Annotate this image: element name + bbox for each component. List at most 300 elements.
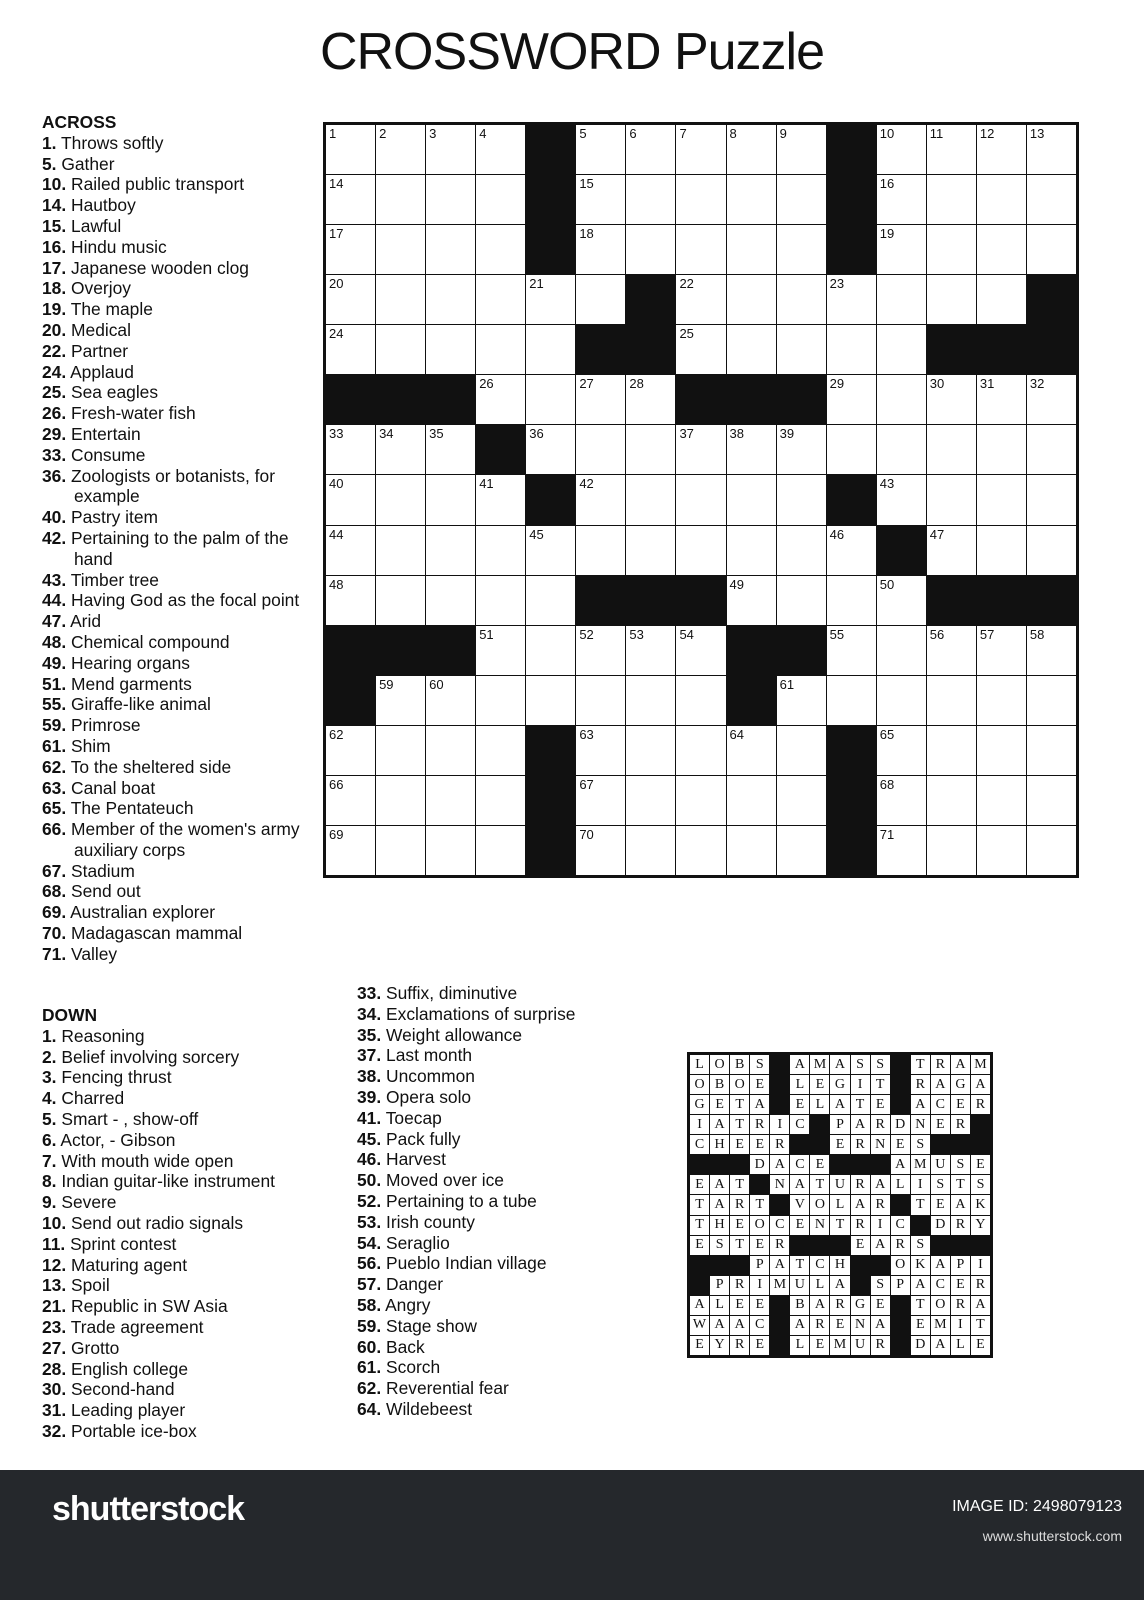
grid-cell[interactable] <box>877 275 926 324</box>
cell-number: 33 <box>329 426 344 442</box>
cell-number: 7 <box>679 126 687 141</box>
solution-letter: E <box>891 1135 910 1154</box>
grid-cell[interactable] <box>376 676 425 725</box>
black-square <box>576 325 625 374</box>
clue <box>357 1149 597 1170</box>
grid-cell[interactable] <box>727 175 776 224</box>
clue-number: 49. <box>42 652 67 673</box>
grid-cell[interactable] <box>927 275 976 324</box>
grid-cell[interactable] <box>877 726 926 775</box>
grid-cell[interactable] <box>426 726 475 775</box>
solution-letter: A <box>690 1296 709 1315</box>
grid-cell[interactable] <box>476 125 525 174</box>
solution-black-square <box>690 1256 709 1275</box>
grid-cell[interactable] <box>827 626 876 675</box>
grid-cell[interactable] <box>927 526 976 575</box>
solution-letter: H <box>830 1256 849 1275</box>
grid-cell[interactable] <box>376 225 425 274</box>
solution-letter: T <box>911 1296 930 1315</box>
solution-letter: A <box>911 1276 930 1295</box>
black-square <box>827 726 876 775</box>
clue-number: 59. <box>357 1315 382 1336</box>
grid-cell[interactable] <box>927 676 976 725</box>
clue-text: Angry <box>385 1294 431 1315</box>
grid-cell[interactable] <box>977 726 1026 775</box>
grid-cell[interactable] <box>927 626 976 675</box>
grid-cell[interactable] <box>977 125 1026 174</box>
solution-black-square <box>911 1216 930 1235</box>
clue-number: 34. <box>357 1003 382 1024</box>
grid-cell[interactable] <box>326 325 375 374</box>
grid-cell[interactable] <box>877 325 926 374</box>
grid-cell[interactable] <box>927 726 976 775</box>
grid-cell[interactable] <box>1027 475 1076 524</box>
grid-cell[interactable] <box>927 826 976 875</box>
grid-cell[interactable] <box>376 726 425 775</box>
clue-number: 52. <box>357 1190 382 1211</box>
grid-cell[interactable] <box>426 125 475 174</box>
grid-cell[interactable] <box>977 676 1026 725</box>
solution-letter: L <box>690 1055 709 1074</box>
cell-number: 47 <box>929 526 945 542</box>
grid-cell[interactable] <box>476 375 525 424</box>
grid-cell[interactable] <box>1027 626 1076 675</box>
solution-letter: E <box>810 1155 829 1174</box>
solution-letter: E <box>810 1075 829 1094</box>
grid-cell[interactable] <box>727 325 776 374</box>
clue-text: Canal boat <box>71 777 156 798</box>
grid-cell[interactable] <box>576 676 625 725</box>
solution-letter: C <box>690 1135 709 1154</box>
grid-cell[interactable] <box>977 776 1026 825</box>
across-clues <box>42 112 304 965</box>
grid-cell[interactable] <box>426 576 475 625</box>
grid-cell[interactable] <box>576 475 625 524</box>
grid-cell[interactable] <box>827 676 876 725</box>
clue <box>42 653 304 674</box>
cell-number: 43 <box>879 476 895 492</box>
solution-letter: L <box>830 1195 849 1214</box>
grid-cell[interactable] <box>476 676 525 725</box>
clue-number: 68. <box>42 881 67 902</box>
grid-cell[interactable] <box>676 776 725 825</box>
grid-cell[interactable] <box>526 626 575 675</box>
solution-letter: A <box>951 1195 970 1214</box>
clue-number: 41. <box>357 1107 382 1128</box>
cell-number: 4 <box>479 126 487 141</box>
grid-cell[interactable] <box>1027 726 1076 775</box>
grid-cell[interactable] <box>476 275 525 324</box>
grid-cell[interactable] <box>676 676 725 725</box>
cell-number: 34 <box>379 426 394 442</box>
grid-cell[interactable] <box>576 526 625 575</box>
solution-letter: R <box>951 1216 970 1235</box>
clue-text: Throws softly <box>61 132 164 153</box>
solution-letter: A <box>931 1256 950 1275</box>
clue <box>42 778 304 799</box>
grid-cell[interactable] <box>526 676 575 725</box>
cell-number: 32 <box>1029 376 1045 392</box>
grid-cell[interactable] <box>827 526 876 575</box>
solution-letter: A <box>871 1316 890 1335</box>
clue <box>357 983 597 1004</box>
solution-letter: C <box>891 1216 910 1235</box>
clue <box>357 1316 597 1337</box>
black-square <box>526 726 575 775</box>
solution-letter: M <box>911 1155 930 1174</box>
grid-cell[interactable] <box>426 776 475 825</box>
grid-cell[interactable] <box>827 375 876 424</box>
grid-cell[interactable] <box>877 626 926 675</box>
clue-text: Exclamations of surprise <box>386 1003 576 1024</box>
grid-cell[interactable] <box>476 175 525 224</box>
grid-cell[interactable] <box>676 425 725 474</box>
grid-cell[interactable] <box>977 425 1026 474</box>
solution-letter: Y <box>710 1336 729 1355</box>
grid-cell[interactable] <box>376 576 425 625</box>
clue <box>42 1026 332 1047</box>
grid-cell[interactable] <box>576 225 625 274</box>
grid-cell[interactable] <box>376 526 425 575</box>
clue-text: Zoologists or botanists, for example <box>71 465 275 507</box>
grid-cell[interactable] <box>1027 676 1076 725</box>
grid-cell[interactable] <box>476 726 525 775</box>
grid-cell[interactable] <box>376 425 425 474</box>
grid-cell[interactable] <box>326 175 375 224</box>
grid-cell[interactable] <box>827 425 876 474</box>
grid-cell[interactable] <box>777 275 826 324</box>
solution-letter: A <box>871 1175 890 1194</box>
grid-cell[interactable] <box>376 776 425 825</box>
grid-cell[interactable] <box>927 375 976 424</box>
black-square <box>476 425 525 474</box>
grid-cell[interactable] <box>326 826 375 875</box>
grid-cell[interactable] <box>777 726 826 775</box>
grid-cell[interactable] <box>877 576 926 625</box>
cell-number: 58 <box>1029 626 1045 642</box>
clue <box>42 403 304 424</box>
grid-cell[interactable] <box>676 826 725 875</box>
cell-number: 52 <box>579 626 594 642</box>
grid-cell[interactable] <box>1027 425 1076 474</box>
solution-letter: L <box>790 1075 809 1094</box>
cell-number: 16 <box>879 176 895 192</box>
grid-cell[interactable] <box>727 576 776 625</box>
grid-cell[interactable] <box>1027 776 1076 825</box>
grid-cell[interactable] <box>977 526 1026 575</box>
clue-number: 30. <box>42 1379 67 1400</box>
clue <box>357 1191 597 1212</box>
grid-cell[interactable] <box>727 275 776 324</box>
grid-cell[interactable] <box>626 175 675 224</box>
solution-letter: R <box>911 1075 930 1094</box>
grid-cell[interactable] <box>1027 125 1076 174</box>
grid-cell[interactable] <box>376 125 425 174</box>
solution-black-square <box>851 1276 870 1295</box>
grid-cell[interactable] <box>326 726 375 775</box>
grid-cell[interactable] <box>676 125 725 174</box>
clue <box>357 1399 597 1420</box>
clue-number: 28. <box>42 1358 67 1379</box>
grid-cell[interactable] <box>927 425 976 474</box>
grid-cell[interactable] <box>376 275 425 324</box>
clue-number: 24. <box>42 361 67 382</box>
grid-cell[interactable] <box>777 576 826 625</box>
grid-cell[interactable] <box>676 475 725 524</box>
solution-letter: T <box>790 1256 809 1275</box>
grid-cell[interactable] <box>626 225 675 274</box>
grid-cell[interactable] <box>576 726 625 775</box>
grid-cell[interactable] <box>426 475 475 524</box>
grid-cell[interactable] <box>877 676 926 725</box>
grid-cell[interactable] <box>376 826 425 875</box>
grid-cell[interactable] <box>326 776 375 825</box>
clue <box>357 1337 597 1358</box>
grid-cell[interactable] <box>727 776 776 825</box>
grid-cell[interactable] <box>1027 375 1076 424</box>
grid-cell[interactable] <box>727 726 776 775</box>
grid-cell[interactable] <box>526 275 575 324</box>
grid-cell[interactable] <box>927 475 976 524</box>
grid-cell[interactable] <box>576 275 625 324</box>
clue-number: 43. <box>42 569 67 590</box>
grid-cell[interactable] <box>476 475 525 524</box>
grid-cell[interactable] <box>376 325 425 374</box>
grid-cell[interactable] <box>426 225 475 274</box>
grid-cell[interactable] <box>626 776 675 825</box>
grid-cell[interactable] <box>526 325 575 374</box>
grid-cell[interactable] <box>626 125 675 174</box>
clue <box>357 1129 597 1150</box>
grid-cell[interactable] <box>576 626 625 675</box>
grid-cell[interactable] <box>326 225 375 274</box>
grid-cell[interactable] <box>727 125 776 174</box>
grid-cell[interactable] <box>777 676 826 725</box>
solution-letter: U <box>830 1175 849 1194</box>
grid-cell[interactable] <box>727 526 776 575</box>
grid-cell[interactable] <box>426 275 475 324</box>
solution-black-square <box>770 1055 789 1074</box>
clue-text: Send out radio signals <box>71 1212 244 1233</box>
grid-cell[interactable] <box>877 225 926 274</box>
clue <box>357 1025 597 1046</box>
grid-cell[interactable] <box>576 826 625 875</box>
grid-cell[interactable] <box>977 826 1026 875</box>
grid-cell[interactable] <box>977 475 1026 524</box>
grid-cell[interactable] <box>676 626 725 675</box>
cell-number: 11 <box>929 126 944 141</box>
grid-cell[interactable] <box>476 826 525 875</box>
solution-letter: P <box>750 1256 769 1275</box>
grid-cell[interactable] <box>526 375 575 424</box>
grid-cell[interactable] <box>576 175 625 224</box>
solution-letter: A <box>790 1175 809 1194</box>
clue-number: 47. <box>42 611 67 632</box>
black-square <box>827 776 876 825</box>
grid-cell[interactable] <box>777 125 826 174</box>
solution-letter: G <box>951 1075 970 1094</box>
grid-cell[interactable] <box>626 475 675 524</box>
grid-cell[interactable] <box>326 526 375 575</box>
grid-cell[interactable] <box>626 676 675 725</box>
grid-cell[interactable] <box>426 676 475 725</box>
grid-cell[interactable] <box>777 225 826 274</box>
grid-cell[interactable] <box>927 776 976 825</box>
solution-letter: A <box>710 1195 729 1214</box>
grid-cell[interactable] <box>326 475 375 524</box>
grid-cell[interactable] <box>777 175 826 224</box>
grid-cell[interactable] <box>626 826 675 875</box>
grid-cell[interactable] <box>877 125 926 174</box>
grid-cell[interactable] <box>777 776 826 825</box>
grid-cell[interactable] <box>326 125 375 174</box>
black-square <box>1027 576 1076 625</box>
grid-cell[interactable] <box>626 526 675 575</box>
clue-number: 57. <box>357 1274 382 1295</box>
grid-cell[interactable] <box>376 475 425 524</box>
grid-cell[interactable] <box>927 125 976 174</box>
grid-cell[interactable] <box>476 225 525 274</box>
grid-cell[interactable] <box>326 275 375 324</box>
grid-cell[interactable] <box>827 325 876 374</box>
grid-cell[interactable] <box>977 275 1026 324</box>
grid-cell[interactable] <box>576 425 625 474</box>
solution-letter: E <box>730 1216 749 1235</box>
grid-cell[interactable] <box>576 375 625 424</box>
grid-cell[interactable] <box>626 425 675 474</box>
clue <box>357 1295 597 1316</box>
grid-cell[interactable] <box>877 175 926 224</box>
grid-cell[interactable] <box>1027 526 1076 575</box>
solution-letter: Y <box>971 1216 990 1235</box>
grid-cell[interactable] <box>526 425 575 474</box>
grid-cell[interactable] <box>426 526 475 575</box>
black-square <box>827 826 876 875</box>
grid-cell[interactable] <box>676 175 725 224</box>
solution-black-square <box>971 1135 990 1154</box>
grid-cell[interactable] <box>626 726 675 775</box>
grid-cell[interactable] <box>1027 175 1076 224</box>
grid-cell[interactable] <box>877 475 926 524</box>
grid-cell[interactable] <box>676 275 725 324</box>
grid-cell[interactable] <box>626 375 675 424</box>
clue-number: 12. <box>42 1254 67 1275</box>
solution-letter: M <box>931 1316 950 1335</box>
clue <box>42 1234 332 1255</box>
grid-cell[interactable] <box>727 826 776 875</box>
clue-text: Scorch <box>386 1357 441 1378</box>
grid-cell[interactable] <box>977 375 1026 424</box>
clue <box>42 299 304 320</box>
solution-letter: V <box>790 1195 809 1214</box>
black-square <box>827 475 876 524</box>
grid-cell[interactable] <box>827 275 876 324</box>
solution-letter: E <box>931 1115 950 1134</box>
grid-cell[interactable] <box>376 175 425 224</box>
solution-letter: I <box>770 1115 789 1134</box>
clue-text: Second-hand <box>71 1379 175 1400</box>
cell-number: 39 <box>779 426 795 442</box>
grid-cell[interactable] <box>877 425 926 474</box>
grid-cell[interactable] <box>977 626 1026 675</box>
grid-cell[interactable] <box>777 526 826 575</box>
clue-number: 40. <box>42 507 67 528</box>
grid-cell[interactable] <box>476 776 525 825</box>
clue <box>42 278 304 299</box>
grid-cell[interactable] <box>727 425 776 474</box>
grid-cell[interactable] <box>727 225 776 274</box>
cell-number: 61 <box>779 676 795 692</box>
grid-cell[interactable] <box>476 526 525 575</box>
grid-cell[interactable] <box>576 125 625 174</box>
clue-text: Back <box>386 1336 425 1357</box>
grid-cell[interactable] <box>777 826 826 875</box>
clue-number: 63. <box>42 777 67 798</box>
grid-cell[interactable] <box>326 425 375 474</box>
black-square <box>576 576 625 625</box>
grid-cell[interactable] <box>676 225 725 274</box>
grid-cell[interactable] <box>426 826 475 875</box>
grid-cell[interactable] <box>727 475 776 524</box>
solution-letter: E <box>931 1195 950 1214</box>
grid-cell[interactable] <box>476 325 525 374</box>
grid-cell[interactable] <box>626 626 675 675</box>
solution-letter: A <box>730 1316 749 1335</box>
grid-cell[interactable] <box>777 325 826 374</box>
solution-black-square <box>770 1075 789 1094</box>
grid-cell[interactable] <box>977 175 1026 224</box>
solution-letter: T <box>810 1175 829 1194</box>
clue-number: 62. <box>42 756 67 777</box>
grid-cell[interactable] <box>576 776 625 825</box>
grid-cell[interactable] <box>526 526 575 575</box>
grid-cell[interactable] <box>877 375 926 424</box>
grid-cell[interactable] <box>927 175 976 224</box>
grid-cell[interactable] <box>777 425 826 474</box>
clue-text: Send out <box>71 881 141 902</box>
grid-cell[interactable] <box>426 425 475 474</box>
clue-text: Arid <box>70 611 101 632</box>
clue-number: 45. <box>357 1128 382 1149</box>
grid-cell[interactable] <box>426 325 475 374</box>
grid-cell[interactable] <box>326 576 375 625</box>
grid-cell[interactable] <box>426 175 475 224</box>
grid-cell[interactable] <box>777 475 826 524</box>
grid-cell[interactable] <box>676 526 725 575</box>
clue-text: Partner <box>71 340 129 361</box>
grid-cell[interactable] <box>476 626 525 675</box>
clue-text: Last month <box>386 1045 473 1066</box>
grid-cell[interactable] <box>476 576 525 625</box>
clue <box>42 1067 332 1088</box>
grid-cell[interactable] <box>977 225 1026 274</box>
grid-cell[interactable] <box>676 325 725 374</box>
grid-cell[interactable] <box>927 225 976 274</box>
grid-cell[interactable] <box>676 726 725 775</box>
grid-cell[interactable] <box>526 576 575 625</box>
grid-cell[interactable] <box>1027 826 1076 875</box>
solution-letter: L <box>810 1276 829 1295</box>
solution-letter: S <box>951 1155 970 1174</box>
clue <box>357 1274 597 1295</box>
grid-cell[interactable] <box>877 826 926 875</box>
grid-cell[interactable] <box>1027 225 1076 274</box>
grid-cell[interactable] <box>827 576 876 625</box>
grid-cell[interactable] <box>877 776 926 825</box>
clue-text: Hearing organs <box>71 652 190 673</box>
clue-text: Pueblo Indian village <box>386 1253 547 1274</box>
solution-black-square <box>810 1135 829 1154</box>
